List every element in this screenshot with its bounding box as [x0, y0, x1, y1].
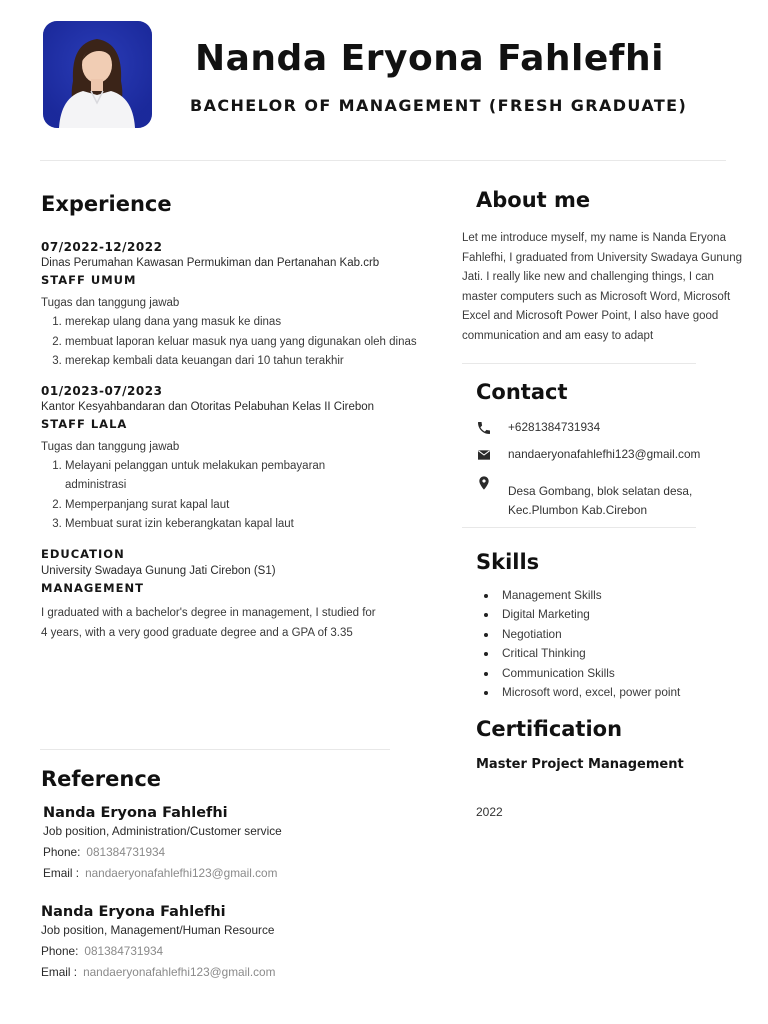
reference-name: Nanda Eryona Fahlefhi	[41, 904, 226, 920]
job-task-list	[41, 313, 445, 372]
left-column	[41, 192, 446, 643]
job-period: 07/2022-12/2022	[41, 240, 163, 254]
about-divider	[462, 363, 696, 364]
reference-heading: Reference	[41, 767, 162, 791]
job-company: Kantor Kesyahbandaran dan Otoritas Pelabuhan Kelas II Cirebon	[41, 400, 375, 413]
reference-section	[41, 767, 441, 983]
header-divider	[40, 160, 726, 161]
reference-phone-label: Phone:	[41, 944, 79, 958]
contact-address-line: Kec.Plumbon Kab.Cirebon	[508, 502, 648, 517]
job-tasks-label: Tugas dan tanggung jawab	[41, 297, 180, 309]
reference-phone-label: Phone:	[43, 845, 81, 859]
skill-item: Microsoft word, excel, power point	[462, 683, 752, 703]
job-role: STAFF UMUM	[41, 273, 137, 287]
contact-phone-value: +6281384731934	[508, 419, 601, 434]
reference-email	[41, 962, 441, 983]
reference-position: Job position, Management/Human Resource	[41, 923, 275, 937]
experience-item	[41, 384, 446, 535]
skill-item: Negotiation	[462, 625, 752, 645]
experience-item	[41, 240, 446, 372]
phone-icon	[476, 420, 492, 436]
job-task: 2. Memperpanjang surat kapal laut	[65, 496, 385, 516]
skill-item: Management Skills	[462, 586, 752, 606]
contact-heading: Contact	[476, 379, 568, 404]
contact-email	[462, 445, 752, 464]
skill-item: Critical Thinking	[462, 644, 752, 664]
about-text: Let me introduce myself, my name is Nanda Eryona Fahlefhi, I graduated from University Swadaya Gunung Jati. I really like new and challenging things, I can master computers such as Microsoft Word, Microsoft Excel and Microsoft Power Point, I also have good communication and am easy to adapt	[462, 232, 742, 342]
reference-position: Job position, Administration/Customer service	[43, 824, 282, 838]
education-school: University Swadaya Gunung Jati Cirebon (S1)	[41, 564, 276, 577]
skills-list	[462, 586, 752, 703]
left-divider	[40, 749, 390, 750]
job-task: 3. Membuat surat izin keberangkatan kapal laut	[65, 515, 385, 535]
job-task: 2. membuat laporan keluar masuk nya uang yang digunakan oleh dinas	[65, 333, 445, 353]
certification-year: 2022	[476, 804, 503, 819]
contact-email-value: nandaeryonafahlefhi123@gmail.com	[508, 446, 701, 461]
reference-email-label: Email :	[43, 866, 80, 880]
candidate-name: Nanda Eryona Fahlefhi	[195, 38, 664, 79]
experience-heading: Experience	[41, 192, 172, 216]
job-tasks-label: Tugas dan tanggung jawab	[41, 440, 180, 453]
job-task: 1. Melayani pelanggan untuk melakukan pembayaran administrasi	[65, 457, 385, 496]
education-description: I graduated with a bachelor's degree in management, I studied for 4 years, with a very good graduate degree and a GPA of 3.35	[41, 606, 376, 639]
reference-email-label: Email :	[41, 965, 78, 979]
reference-item	[41, 904, 441, 983]
skill-item: Communication Skills	[462, 664, 752, 684]
skill-item: Digital Marketing	[462, 605, 752, 625]
job-task: 3. merekap kembali data keuangan dari 10 tahun terakhir	[65, 352, 445, 372]
contact-divider	[462, 527, 696, 528]
contact-address-lines	[508, 473, 752, 520]
reference-phone	[41, 941, 441, 962]
candidate-title: BACHELOR OF MANAGEMENT (FRESH GRADUATE)	[190, 96, 688, 115]
job-task-list	[41, 457, 385, 535]
reference-phone-value: 081384731934	[84, 944, 164, 958]
reference-phone	[43, 842, 441, 863]
job-company: Dinas Perumahan Kawasan Permukiman dan Pertanahan Kab.crb	[41, 257, 380, 269]
reference-email	[43, 863, 441, 884]
education-major: MANAGEMENT	[41, 580, 144, 595]
contact-address-line: Desa Gombang, blok selatan desa,	[508, 483, 693, 498]
certification-name: Master Project Management	[476, 756, 684, 772]
certification-heading: Certification	[476, 716, 623, 741]
reference-email-value: nandaeryonafahlefhi123@gmail.com	[85, 866, 278, 880]
job-role: STAFF LALA	[41, 416, 128, 431]
contact-phone	[462, 418, 752, 437]
right-column	[462, 188, 752, 819]
about-heading: About me	[476, 188, 591, 212]
job-period: 01/2023-07/2023	[41, 383, 163, 398]
education-heading: EDUCATION	[41, 546, 125, 561]
envelope-icon	[476, 447, 492, 463]
job-task: 1. merekap ulang dana yang masuk ke dinas	[65, 313, 445, 333]
reference-item	[41, 805, 441, 884]
education-section	[41, 547, 446, 643]
reference-name: Nanda Eryona Fahlefhi	[43, 805, 228, 821]
reference-phone-value: 081384731934	[86, 845, 166, 859]
contact-address	[462, 473, 752, 520]
location-pin-icon	[476, 475, 492, 491]
reference-email-value: nandaeryonafahlefhi123@gmail.com	[83, 965, 276, 979]
skills-heading: Skills	[476, 549, 540, 574]
profile-photo	[43, 21, 152, 128]
contact-list	[462, 418, 752, 520]
